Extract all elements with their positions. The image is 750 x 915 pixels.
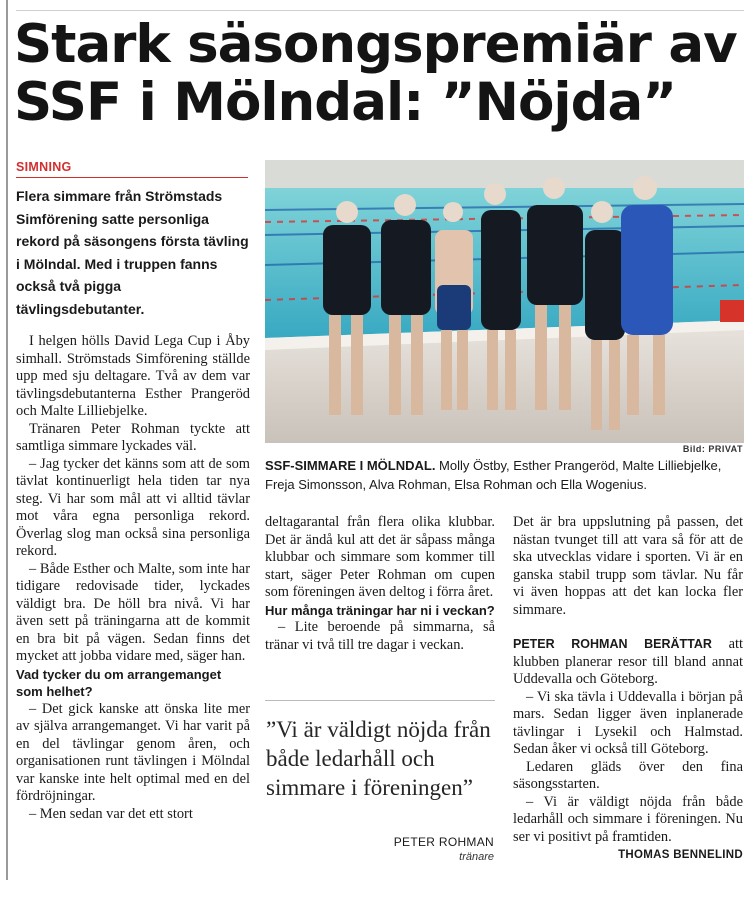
section-label: SIMNING [16, 160, 72, 174]
headline-line-2: SSF i Mölndal: ”Nöjda” [14, 72, 677, 133]
paragraph: – Vi ska tävla i Uddevalla i början på mars. Sedan ligger även inplanerade tävlingar i Lysekil och Halmstad. Sedan åker vi också till Göteborg. [513, 688, 743, 757]
byline: THOMAS BENNELIND [618, 849, 743, 861]
paragraph: Tränaren Peter Rohman tyckte att samtliga simmare lyckades väl. [16, 420, 250, 454]
paragraph: – Det gick kanske att önska lite mer av själva arrangemanget. Vi har varit på en del tävlingar genom åren, och organisationen runt tävlingen i Mölndal var kanske inte helt optimal med en del fördröjningar. [16, 700, 250, 804]
paragraph: Ledaren gläds över den fina säsongsstarten. [513, 758, 743, 792]
body-column-3 [513, 514, 743, 865]
pull-quote: ”Vi är väldigt nöjda från både ledarhåll och simmare i föreningen” [266, 717, 491, 800]
pullquote-divider [265, 700, 495, 701]
pull-quote-role: tränare [459, 851, 494, 863]
interview-question: Vad tycker du om arrangemanget som helhet? [16, 666, 222, 699]
team-photo [265, 160, 744, 443]
lead-paragraph: Flera simmare från Strömstads Simförening satte personliga rekord på säsongens första tävling i Mölndal. Med i truppen fanns också två pigga tävlingsdebutanter. [16, 188, 249, 317]
paragraph: I helgen hölls David Lega Cup i Åby simhall. Strömstads Simförening ställde upp med sju deltagare. Två av dem var tävlingsdebutanterna Esther Prangeröd och Malte Lilliebjelke. [16, 333, 250, 419]
paragraph: deltagarantal från flera olika klubbar. Det är ändå kul att det är såpass många klubbar och simmare som kommer till start, säger Peter Rohman om cupen som föreningen även deltog i förra året. [265, 514, 495, 600]
paragraph: – Vi är väldigt nöjda från både ledarhåll och simmare i föreningen. Nu ser vi positivt på framtiden. [513, 793, 743, 845]
paragraph: – Lite beroende på simmarna, så tränar vi två till tre dagar i veckan. [265, 619, 495, 653]
top-rule [16, 10, 744, 11]
paragraph: Det är bra uppslutning på passen, det nästan tvunget till att vara så för att de ska utvecklas vidare i sporten. Vi är en ganska stabil trupp som tävlar. Nu får vi även hoppas att det kan locka fler simmare. [513, 514, 743, 618]
body-column-1 [16, 333, 250, 823]
paragraph: – Både Esther och Malte, som inte har tidigare redovisade tider, lyckades väldigt bra. De höll bra nivå. Vi har även sett på träningarna att de kommit en bra bit på vägen. Sedan finns det mycket att jobba vidare med, säger han. [16, 560, 250, 664]
headline [14, 16, 744, 132]
headline-line-1: Stark säsongspremiär av [14, 14, 737, 75]
photo-credit: Bild: PRIVAT [682, 444, 743, 454]
caption-text: Molly Östby, Esther Prangeröd, Malte Lilliebjelke, Freja Simonsson, Alva Rohman, Elsa Rohman och Ella Wogenius. [265, 458, 722, 492]
paragraph-rest: att klubben planerar resor till bland annat Uddevalla och Göteborg. [513, 636, 743, 687]
paragraph: – Men sedan var det ett stort [29, 805, 193, 822]
pull-quote-name: PETER ROHMAN [393, 835, 494, 849]
interview-question: Hur många träningar har ni i veckan? [265, 602, 495, 618]
caption-label: SSF-SIMMARE I MÖLNDAL. [265, 458, 436, 473]
page-edge-shadow [6, 0, 8, 880]
photo-caption [265, 457, 743, 494]
section-rule [16, 177, 248, 178]
paragraph: – Jag tycker det känns som att de som tävlat kontinuerligt hela tiden tar nya steg. Vi har som mål att vi alltid tävlar mot våra egna personliga rekord. Överlag slog man också sina personliga rekord. [16, 455, 250, 559]
lead-in: PETER ROHMAN BERÄTTAR [513, 637, 712, 651]
paragraph [513, 636, 743, 689]
body-column-2 [265, 514, 495, 654]
